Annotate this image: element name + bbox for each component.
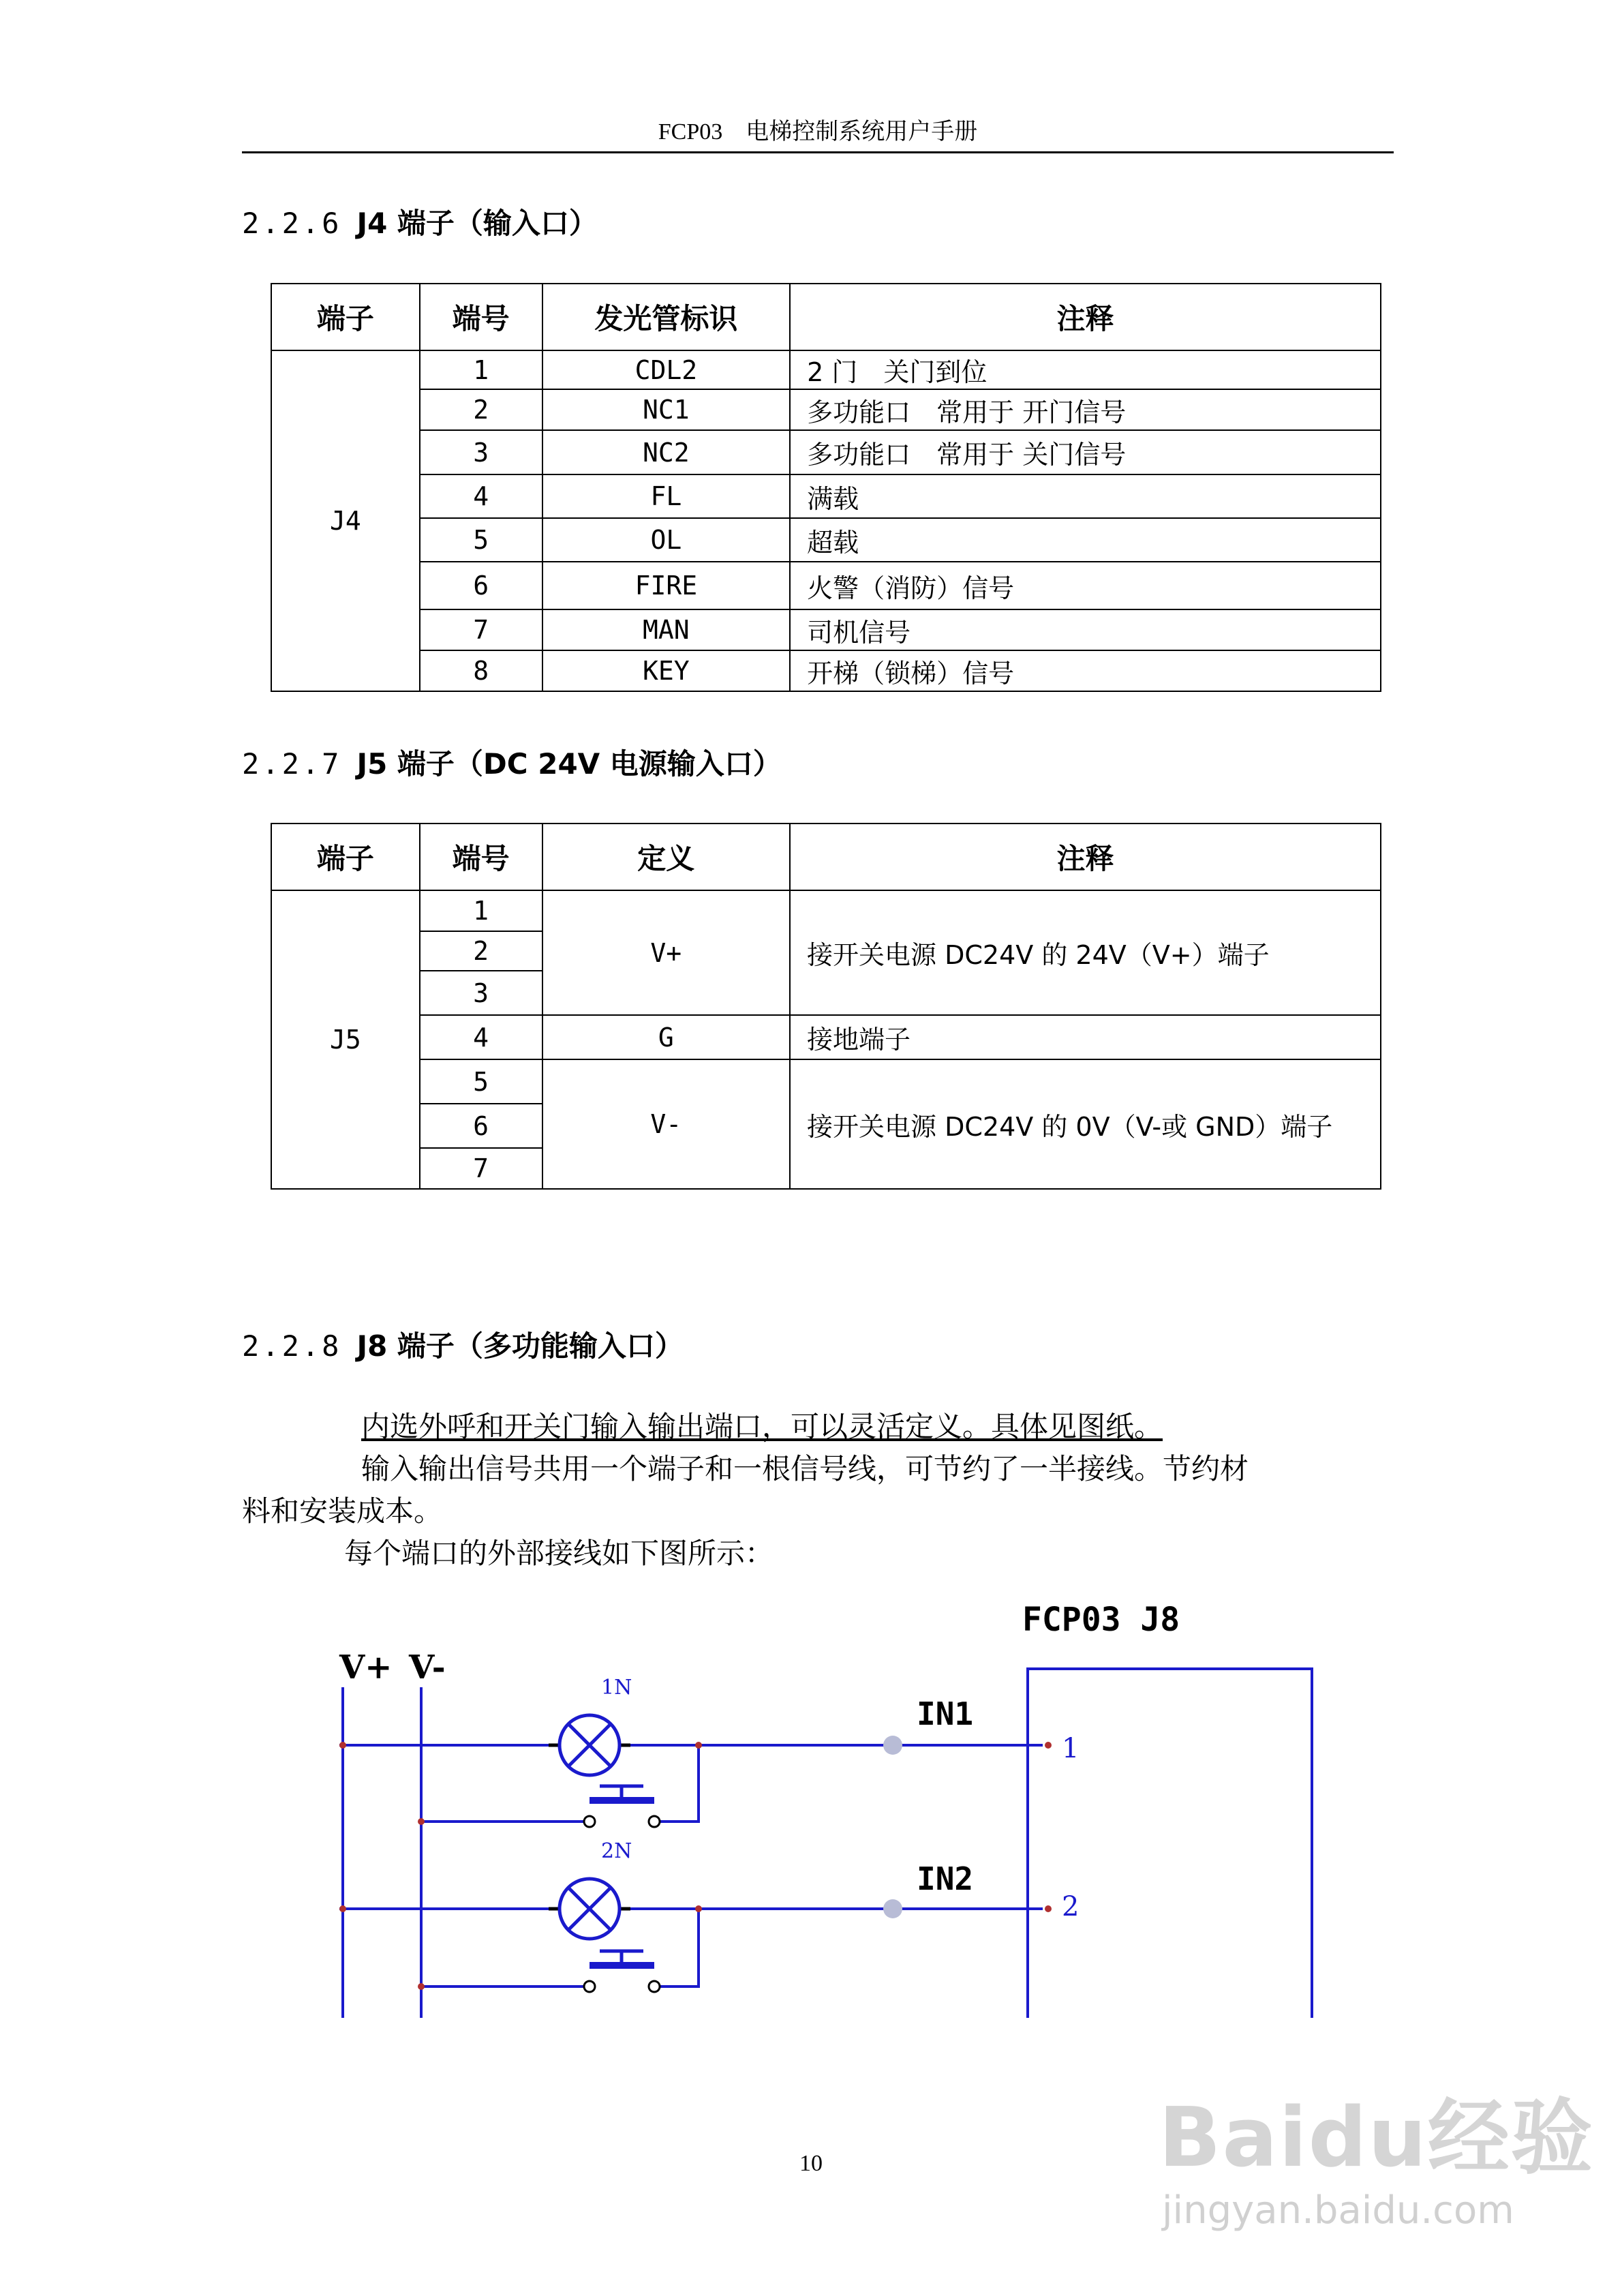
junction-node	[1045, 1905, 1052, 1912]
led-label: KEY	[542, 650, 791, 691]
pin-note: 接开关电源 DC24V 的 0V（V-或 GND）端子	[790, 1059, 1381, 1189]
col-header-terminal: 端子	[271, 824, 420, 890]
vplus-label: V+	[339, 1648, 393, 1687]
pin-number: 5	[420, 1059, 542, 1104]
push-button-1-icon	[584, 1786, 660, 1827]
paragraph-2b: 料和安装成本。	[242, 1494, 443, 1528]
col-header-led: 发光管标识	[542, 284, 791, 350]
section-number: 2.2.6	[242, 207, 342, 240]
led-label: FIRE	[542, 562, 791, 609]
table-row	[271, 890, 1381, 931]
table-row	[271, 389, 1381, 430]
definition-cell: V-	[542, 1059, 791, 1189]
section-number: 2.2.8	[242, 1329, 342, 1363]
header-rule	[242, 151, 1394, 153]
junction-node	[695, 1742, 702, 1749]
junction-node	[418, 1818, 425, 1825]
led-label: FL	[542, 474, 791, 518]
col-header-note: 注释	[790, 284, 1381, 350]
pin-note: 接开关电源 DC24V 的 24V（V+）端子	[790, 890, 1381, 1015]
pin-number: 1	[420, 350, 542, 389]
pin-note: 接地端子	[790, 1015, 1381, 1059]
led-label: CDL2	[542, 350, 791, 389]
pin-number: 7	[420, 1148, 542, 1189]
running-header: FCP03 电梯控制系统用户手册	[658, 119, 978, 145]
connector-box	[1028, 1669, 1312, 2018]
junction-node	[418, 1983, 425, 1990]
terminal-cell: J4	[271, 350, 420, 691]
pin-note: 2 门 关门到位	[790, 350, 1381, 389]
led-label: OL	[542, 518, 791, 562]
ch1-switch-wire	[421, 1817, 590, 1822]
push-button-2-icon	[584, 1951, 660, 1992]
junction-node	[695, 1905, 702, 1912]
junction-node	[339, 1742, 346, 1749]
pin-note: 多功能口 常用于 开门信号	[790, 389, 1381, 430]
led-label: MAN	[542, 609, 791, 650]
pin1-label: 1	[1062, 1733, 1080, 1764]
j5-terminal-table	[271, 823, 1381, 1190]
col-header-terminal: 端子	[271, 284, 420, 350]
pin-note: 超载	[790, 518, 1381, 562]
col-header-number: 端号	[420, 824, 542, 890]
lamp-1-icon	[549, 1715, 630, 1775]
pin-note: 火警（消防）信号	[790, 562, 1381, 609]
in1-label: IN1	[917, 1695, 974, 1732]
section-number: 2.2.7	[242, 747, 342, 781]
pin-note: 开梯（锁梯）信号	[790, 650, 1381, 691]
ch1-return-wire	[654, 1745, 699, 1822]
section-title: J8 端子（多功能输入口）	[356, 1329, 684, 1363]
section-title: J4 端子（输入口）	[356, 207, 598, 240]
junction-node	[339, 1905, 346, 1912]
junction-node	[1045, 1742, 1052, 1749]
lamp-2-icon	[549, 1879, 630, 1939]
table-row	[271, 609, 1381, 650]
pin-number: 8	[420, 650, 542, 691]
pin-number: 6	[420, 562, 542, 609]
section-heading-227	[242, 742, 782, 783]
pin-number: 1	[420, 890, 542, 931]
in1-terminal-icon	[883, 1736, 902, 1755]
pin-note: 司机信号	[790, 609, 1381, 650]
table-row	[271, 350, 1381, 389]
lamp1-label: 1N	[601, 1676, 632, 1700]
pin-number: 7	[420, 609, 542, 650]
table-header-row	[271, 284, 1381, 350]
definition-cell: V+	[542, 890, 791, 1015]
terminal-cell: J5	[271, 890, 420, 1189]
lamp2-label: 2N	[601, 1839, 632, 1863]
pin-number: 6	[420, 1104, 542, 1148]
paragraph-3: 每个端口的外部接线如下图所示：	[344, 1537, 774, 1570]
table-row	[271, 518, 1381, 562]
table-header-row	[271, 824, 1381, 890]
led-label: NC1	[542, 389, 791, 430]
led-label: NC2	[542, 430, 791, 474]
pin-note: 满载	[790, 474, 1381, 518]
in2-terminal-icon	[883, 1899, 902, 1918]
pin-number: 2	[420, 389, 542, 430]
table-row	[271, 650, 1381, 691]
pin-number: 5	[420, 518, 542, 562]
watermark-brand: Baidu经验	[1159, 2091, 1594, 2186]
pin-number: 3	[420, 430, 542, 474]
diagram-title: FCP03 J8	[1022, 1601, 1180, 1639]
in2-label: IN2	[917, 1860, 974, 1897]
vminus-label: V-	[409, 1648, 446, 1687]
pin-number: 2	[420, 931, 542, 971]
table-row	[271, 474, 1381, 518]
col-header-number: 端号	[420, 284, 542, 350]
table-row	[271, 562, 1381, 609]
pin-number: 4	[420, 1015, 542, 1059]
table-row	[271, 1059, 1381, 1104]
pin-number: 4	[420, 474, 542, 518]
page-number: 10	[799, 2151, 823, 2176]
wires	[339, 1669, 1312, 2018]
paragraph-1: 内选外呼和开关门输入输出端口，可以灵活定义。具体见图纸。	[361, 1410, 1163, 1443]
ch2-return-wire	[654, 1909, 699, 1987]
section-heading-226	[242, 201, 598, 242]
table-row	[271, 1015, 1381, 1059]
pin-number: 3	[420, 971, 542, 1015]
j4-terminal-table	[271, 283, 1381, 692]
col-header-definition: 定义	[542, 824, 791, 890]
watermark-url: jingyan.baidu.com	[1162, 2188, 1514, 2233]
paragraph-2a: 输入输出信号共用一个端子和一根信号线，可节约了一半接线。节约材	[361, 1452, 1249, 1485]
pin-note: 多功能口 常用于 关门信号	[790, 430, 1381, 474]
definition-cell: G	[542, 1015, 791, 1059]
wiring-diagram	[279, 1582, 1383, 2018]
section-title: J5 端子（DC 24V 电源输入口）	[356, 747, 782, 781]
pin2-label: 2	[1062, 1891, 1080, 1922]
table-row	[271, 430, 1381, 474]
section-heading-228	[242, 1324, 684, 1365]
col-header-note: 注释	[790, 824, 1381, 890]
ch2-switch-wire	[421, 1982, 590, 1987]
